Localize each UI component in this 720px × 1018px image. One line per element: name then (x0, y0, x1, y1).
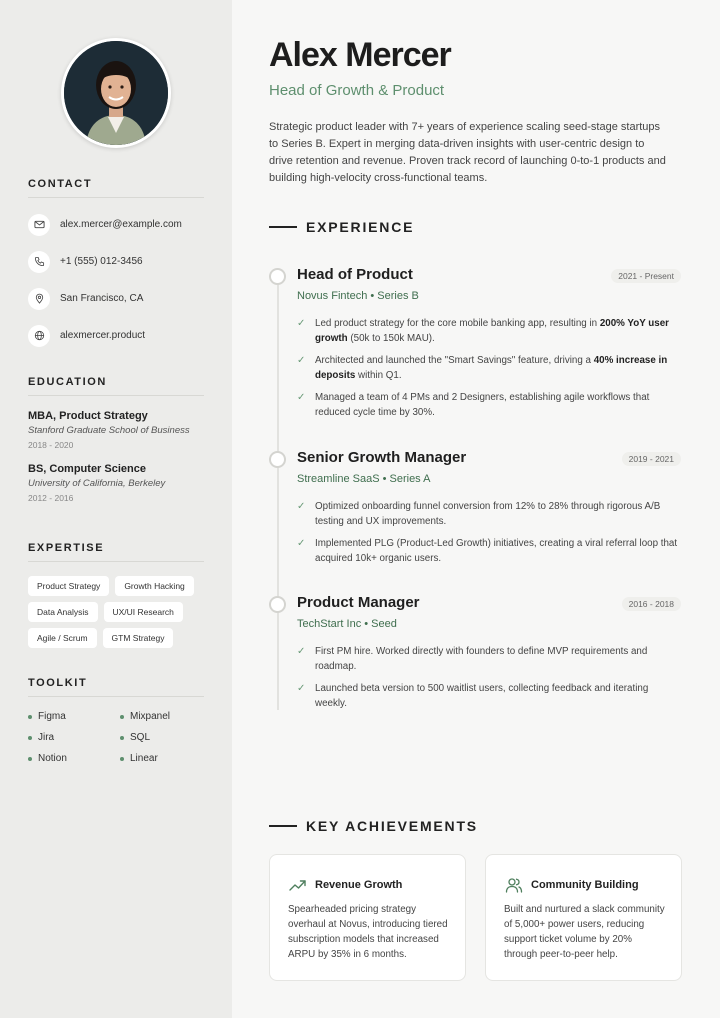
education-item (28, 463, 204, 503)
job-bullet: ✓ Launched beta version to 500 waitlist users, collecting feedback and iterating weekly. (297, 683, 649, 709)
timeline-node-icon (269, 268, 286, 285)
job-title: Senior Growth Manager (297, 449, 467, 466)
job-bullet: ✓ Implemented PLG (Product-Led Growth) initiatives, creating a viral referral loop that acquired 10k+ organic users. (297, 538, 678, 564)
job-bullet: ✓ First PM hire. Worked directly with founders to define MVP requirements and roadmap. (297, 646, 648, 672)
job-bullet: ✓ Managed a team of 4 PMs and 2 Designers, establishing agile workflows that reduced cycle time by 30%. (297, 392, 650, 418)
contact-website[interactable] (28, 317, 204, 354)
bullet-dot-icon (120, 736, 124, 740)
toolkit-item: Figma (28, 711, 120, 722)
achievement-title: Revenue Growth (315, 879, 403, 891)
check-icon: ✓ (297, 318, 306, 329)
toolkit-item: Notion (28, 753, 120, 764)
expertise-tag: Growth Hacking (115, 576, 193, 596)
expertise-tag: Agile / Scrum (28, 628, 97, 648)
heading-rule (269, 825, 297, 827)
achievement-text: Built and nurtured a slack community of 5,000+ power users, reducing support ticket volume by 20% through peer-to-peer help. (504, 904, 665, 960)
education-section (28, 376, 204, 503)
achievement-text: Spearheaded pricing strategy overhaul at Novus, introducing tiered subscription models that increased ARPU by 35% in 6 months. (288, 904, 448, 960)
bullet-dot-icon (28, 715, 32, 719)
contact-phone[interactable] (28, 243, 204, 280)
check-icon: ✓ (297, 355, 306, 366)
contact-email-text: alex.mercer@example.com (60, 219, 182, 230)
toolkit-item: Jira (28, 732, 120, 743)
profile-role: Head of Growth & Product (269, 82, 445, 99)
bullet-dot-icon (28, 757, 32, 761)
education-degree: BS, Computer Science (28, 463, 146, 475)
trending-up-icon (288, 875, 308, 895)
contact-section (28, 178, 204, 354)
education-school: Stanford Graduate School of Business (28, 425, 190, 436)
job-bullet: ✓ Architected and launched the "Smart Savings" feature, driving a 40% increase in deposits within Q1. (297, 355, 668, 381)
toolkit-heading: TOOLKIT (28, 677, 204, 697)
bullet-dot-icon (28, 736, 32, 740)
contact-phone-text: +1 (555) 012-3456 (60, 256, 143, 267)
achievement-title: Community Building (531, 879, 639, 891)
profile-summary: Strategic product leader with 7+ years of experience scaling seed-stage startups to Series B. Expert in merging data-driven insights with user-centric design to drive retention and revenue. Proven track record of launching 0-to-1 products and building high-velocity cross-functional teams. (269, 121, 666, 184)
education-school: University of California, Berkeley (28, 478, 166, 489)
contact-website-text: alexmercer.product (60, 330, 146, 341)
check-icon: ✓ (297, 392, 306, 403)
job-date: 2019 - 2021 (622, 452, 681, 466)
timeline-node-icon (269, 596, 286, 613)
heading-rule (269, 226, 297, 228)
job-bullet: ✓ Optimized onboarding funnel conversion from 12% to 28% through rigorous A/B testing and UX improvements. (297, 501, 661, 527)
job-company: Novus Fintech • Series B (297, 290, 419, 302)
expertise-tag: UX/UI Research (104, 602, 183, 622)
job-company: Streamline SaaS • Series A (297, 473, 431, 485)
job-date: 2016 - 2018 (622, 597, 681, 611)
expertise-tag: GTM Strategy (103, 628, 174, 648)
expertise-section (28, 542, 204, 648)
expertise-tag: Product Strategy (28, 576, 109, 596)
timeline-line (277, 276, 279, 710)
users-icon (504, 875, 524, 895)
bullet-dot-icon (120, 715, 124, 719)
globe-icon (28, 325, 50, 347)
avatar (61, 38, 171, 148)
achievement-card (269, 854, 466, 981)
contact-email[interactable] (28, 206, 204, 243)
toolkit-item: Linear (120, 753, 212, 764)
job-title: Product Manager (297, 594, 420, 611)
experience-heading: EXPERIENCE (269, 219, 414, 235)
education-years: 2018 - 2020 (28, 440, 74, 450)
phone-icon (28, 251, 50, 273)
education-degree: MBA, Product Strategy (28, 410, 148, 422)
location-pin-icon (28, 288, 50, 310)
profile-name: Alex Mercer (269, 36, 451, 74)
contact-location (28, 280, 204, 317)
toolkit-item: SQL (120, 732, 212, 743)
check-icon: ✓ (297, 501, 306, 512)
check-icon: ✓ (297, 646, 306, 657)
check-icon: ✓ (297, 538, 306, 549)
expertise-tag: Data Analysis (28, 602, 98, 622)
expertise-heading: EXPERTISE (28, 542, 204, 562)
job-date: 2021 - Present (611, 269, 681, 283)
contact-heading: CONTACT (28, 178, 204, 198)
job-bullet: ✓ Led product strategy for the core mobile banking app, resulting in 200% YoY user growth (50k to 150k MAU). (297, 318, 669, 344)
achievements-heading: KEY ACHIEVEMENTS (269, 818, 478, 834)
education-heading: EDUCATION (28, 376, 204, 396)
check-icon: ✓ (297, 683, 306, 694)
bullet-dot-icon (120, 757, 124, 761)
mail-icon (28, 214, 50, 236)
contact-location-text: San Francisco, CA (60, 293, 144, 304)
sidebar (0, 0, 232, 1018)
timeline-node-icon (269, 451, 286, 468)
achievement-card (485, 854, 682, 981)
job-company: TechStart Inc • Seed (297, 618, 397, 630)
toolkit-item: Mixpanel (120, 711, 212, 722)
education-years: 2012 - 2016 (28, 493, 74, 503)
toolkit-section (28, 677, 204, 764)
job-title: Head of Product (297, 266, 413, 283)
education-item (28, 410, 204, 450)
